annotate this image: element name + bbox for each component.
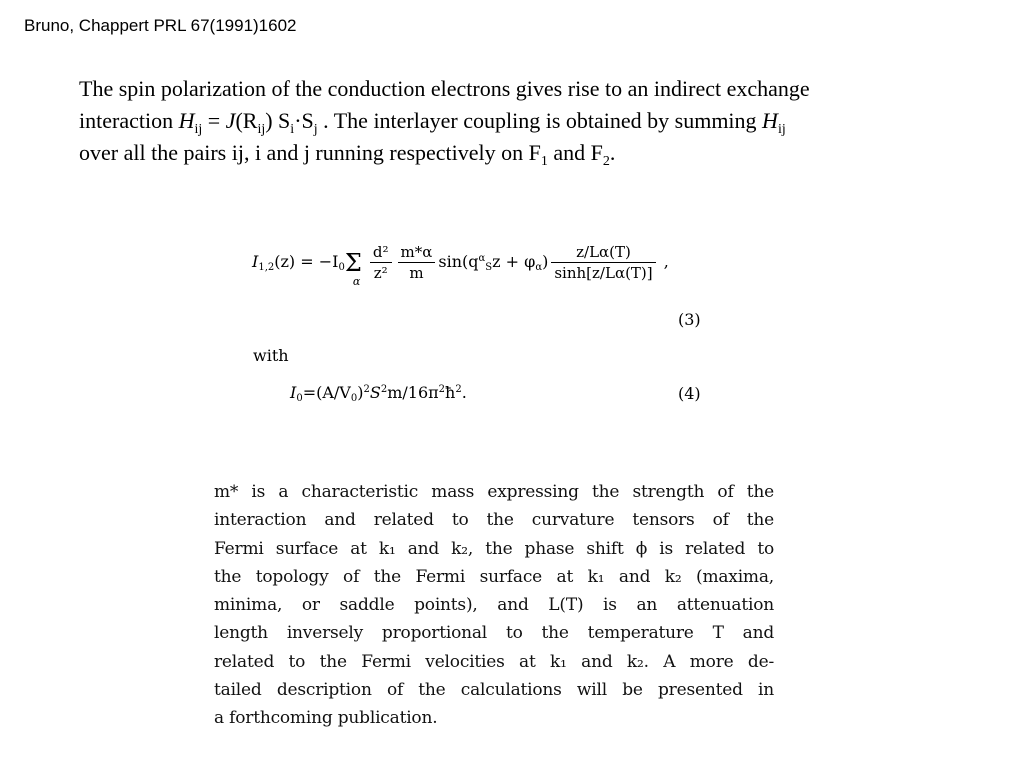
dot-spin: ·S bbox=[294, 108, 314, 133]
eq3-sin: sin(q bbox=[438, 252, 479, 271]
frac2-num: m*α bbox=[398, 243, 436, 263]
eq3-i0-sub: 0 bbox=[338, 262, 345, 273]
equation-number-3: (3) bbox=[678, 310, 701, 329]
frac1-den: z² bbox=[373, 264, 388, 282]
eq4-sub0: 0 bbox=[296, 393, 303, 404]
fraction-1 bbox=[370, 243, 392, 282]
sum-index: α bbox=[352, 274, 361, 288]
intro-line-3 bbox=[79, 137, 959, 169]
distance-close: ) bbox=[265, 108, 273, 133]
paragraph-line: m* is a characteristic mass expressing the strength of the bbox=[214, 482, 774, 502]
eq4-end: . bbox=[461, 383, 467, 402]
distance-open: (R bbox=[235, 108, 258, 133]
paragraph-line: a forthcoming publication. bbox=[214, 708, 438, 729]
eq3-lhs: I bbox=[252, 252, 259, 271]
eq4-sq3: 2 bbox=[438, 384, 446, 395]
subscript-j: j bbox=[313, 122, 318, 137]
reference-citation: Bruno, Chappert PRL 67(1991)1602 bbox=[24, 16, 297, 35]
paragraph-line: Fermi surface at k₁ and k₂, the phase shift ϕ is related to bbox=[214, 538, 774, 559]
eq3-lhs-sub: 1,2 bbox=[258, 262, 275, 273]
intro-line-1: The spin polarization of the conduction electrons gives rise to an indirect exchange bbox=[79, 76, 810, 101]
exchange-symbol: J bbox=[225, 108, 236, 133]
spin-s-i: S bbox=[272, 108, 291, 133]
subscript-i: i bbox=[290, 122, 295, 137]
equation-3 bbox=[252, 243, 669, 288]
eq4-hbar: ħ bbox=[445, 383, 456, 402]
intro-text-2: . The interlayer coupling is obtained by summing bbox=[317, 108, 763, 133]
frac2-den: m bbox=[409, 264, 424, 282]
eq4-sq4: 2 bbox=[455, 384, 462, 395]
sum-glyph: Σ bbox=[344, 248, 362, 277]
equation-4 bbox=[290, 383, 467, 402]
period: . bbox=[609, 140, 616, 165]
fraction-3 bbox=[551, 243, 655, 282]
subscript-1: 1 bbox=[540, 154, 548, 169]
eq3-close: ) bbox=[542, 252, 549, 271]
paragraph-line: related to the Fermi velocities at k₁ and k₂. A more de- bbox=[214, 651, 774, 672]
subscript-ij-2: ij bbox=[777, 122, 786, 137]
with-label: with bbox=[253, 346, 289, 365]
eq3-q-sup: α bbox=[478, 253, 486, 264]
explanation-paragraph bbox=[214, 478, 774, 733]
paragraph-line: interaction and related to the curvature tensors of the bbox=[214, 510, 774, 531]
eq4-mid: =(A/V bbox=[302, 383, 351, 402]
eq4-sq1: 2 bbox=[363, 384, 370, 395]
frac1-num: d² bbox=[370, 243, 392, 263]
intro-text: interaction bbox=[79, 108, 179, 133]
eq4-rest: m/16π bbox=[387, 383, 439, 402]
paragraph-line: the topology of the Fermi surface at k₁ and k₂ (maxima, bbox=[214, 566, 774, 587]
sum-symbol bbox=[344, 248, 362, 288]
eq3-sin-rest: z + φ bbox=[492, 252, 536, 271]
intro-paragraph bbox=[79, 73, 959, 169]
frac3-num: z/Lα(T) bbox=[551, 243, 655, 263]
paragraph-line: minima, or saddle points), and L(T) is an attenuation bbox=[214, 595, 774, 616]
eq4-sq2: 2 bbox=[380, 384, 388, 395]
eq3-lhs-arg: (z) = −I bbox=[274, 252, 339, 271]
equation-number-4: (4) bbox=[678, 384, 701, 403]
intro-line-2 bbox=[79, 105, 959, 137]
hamiltonian-symbol: H bbox=[178, 108, 195, 133]
equals-sign: = bbox=[202, 108, 226, 133]
eq3-q-sub: S bbox=[485, 262, 493, 273]
eq4-i: I bbox=[290, 383, 297, 402]
hamiltonian-symbol-2: H bbox=[762, 108, 778, 133]
intro-text-3: over all the pairs ij, i and j running respectively on F bbox=[79, 140, 541, 165]
eq3-phi-sub: α bbox=[535, 262, 543, 273]
and-f: and F bbox=[547, 140, 603, 165]
subscript-ij: ij bbox=[194, 122, 203, 137]
subscript-2: 2 bbox=[602, 154, 610, 169]
eq4-s: S bbox=[369, 383, 381, 402]
frac3-den: sinh[z/Lα(T)] bbox=[554, 264, 653, 282]
fraction-2 bbox=[398, 243, 436, 282]
paragraph-line: tailed description of the calculations will be presented in bbox=[214, 680, 774, 701]
paragraph-line: length inversely proportional to the temperature T and bbox=[214, 623, 774, 644]
subscript-ij-r: ij bbox=[257, 122, 266, 137]
eq3-comma: , bbox=[658, 252, 669, 271]
eq4-close: ) bbox=[357, 383, 364, 402]
eq4-v-sub: 0 bbox=[350, 393, 358, 404]
